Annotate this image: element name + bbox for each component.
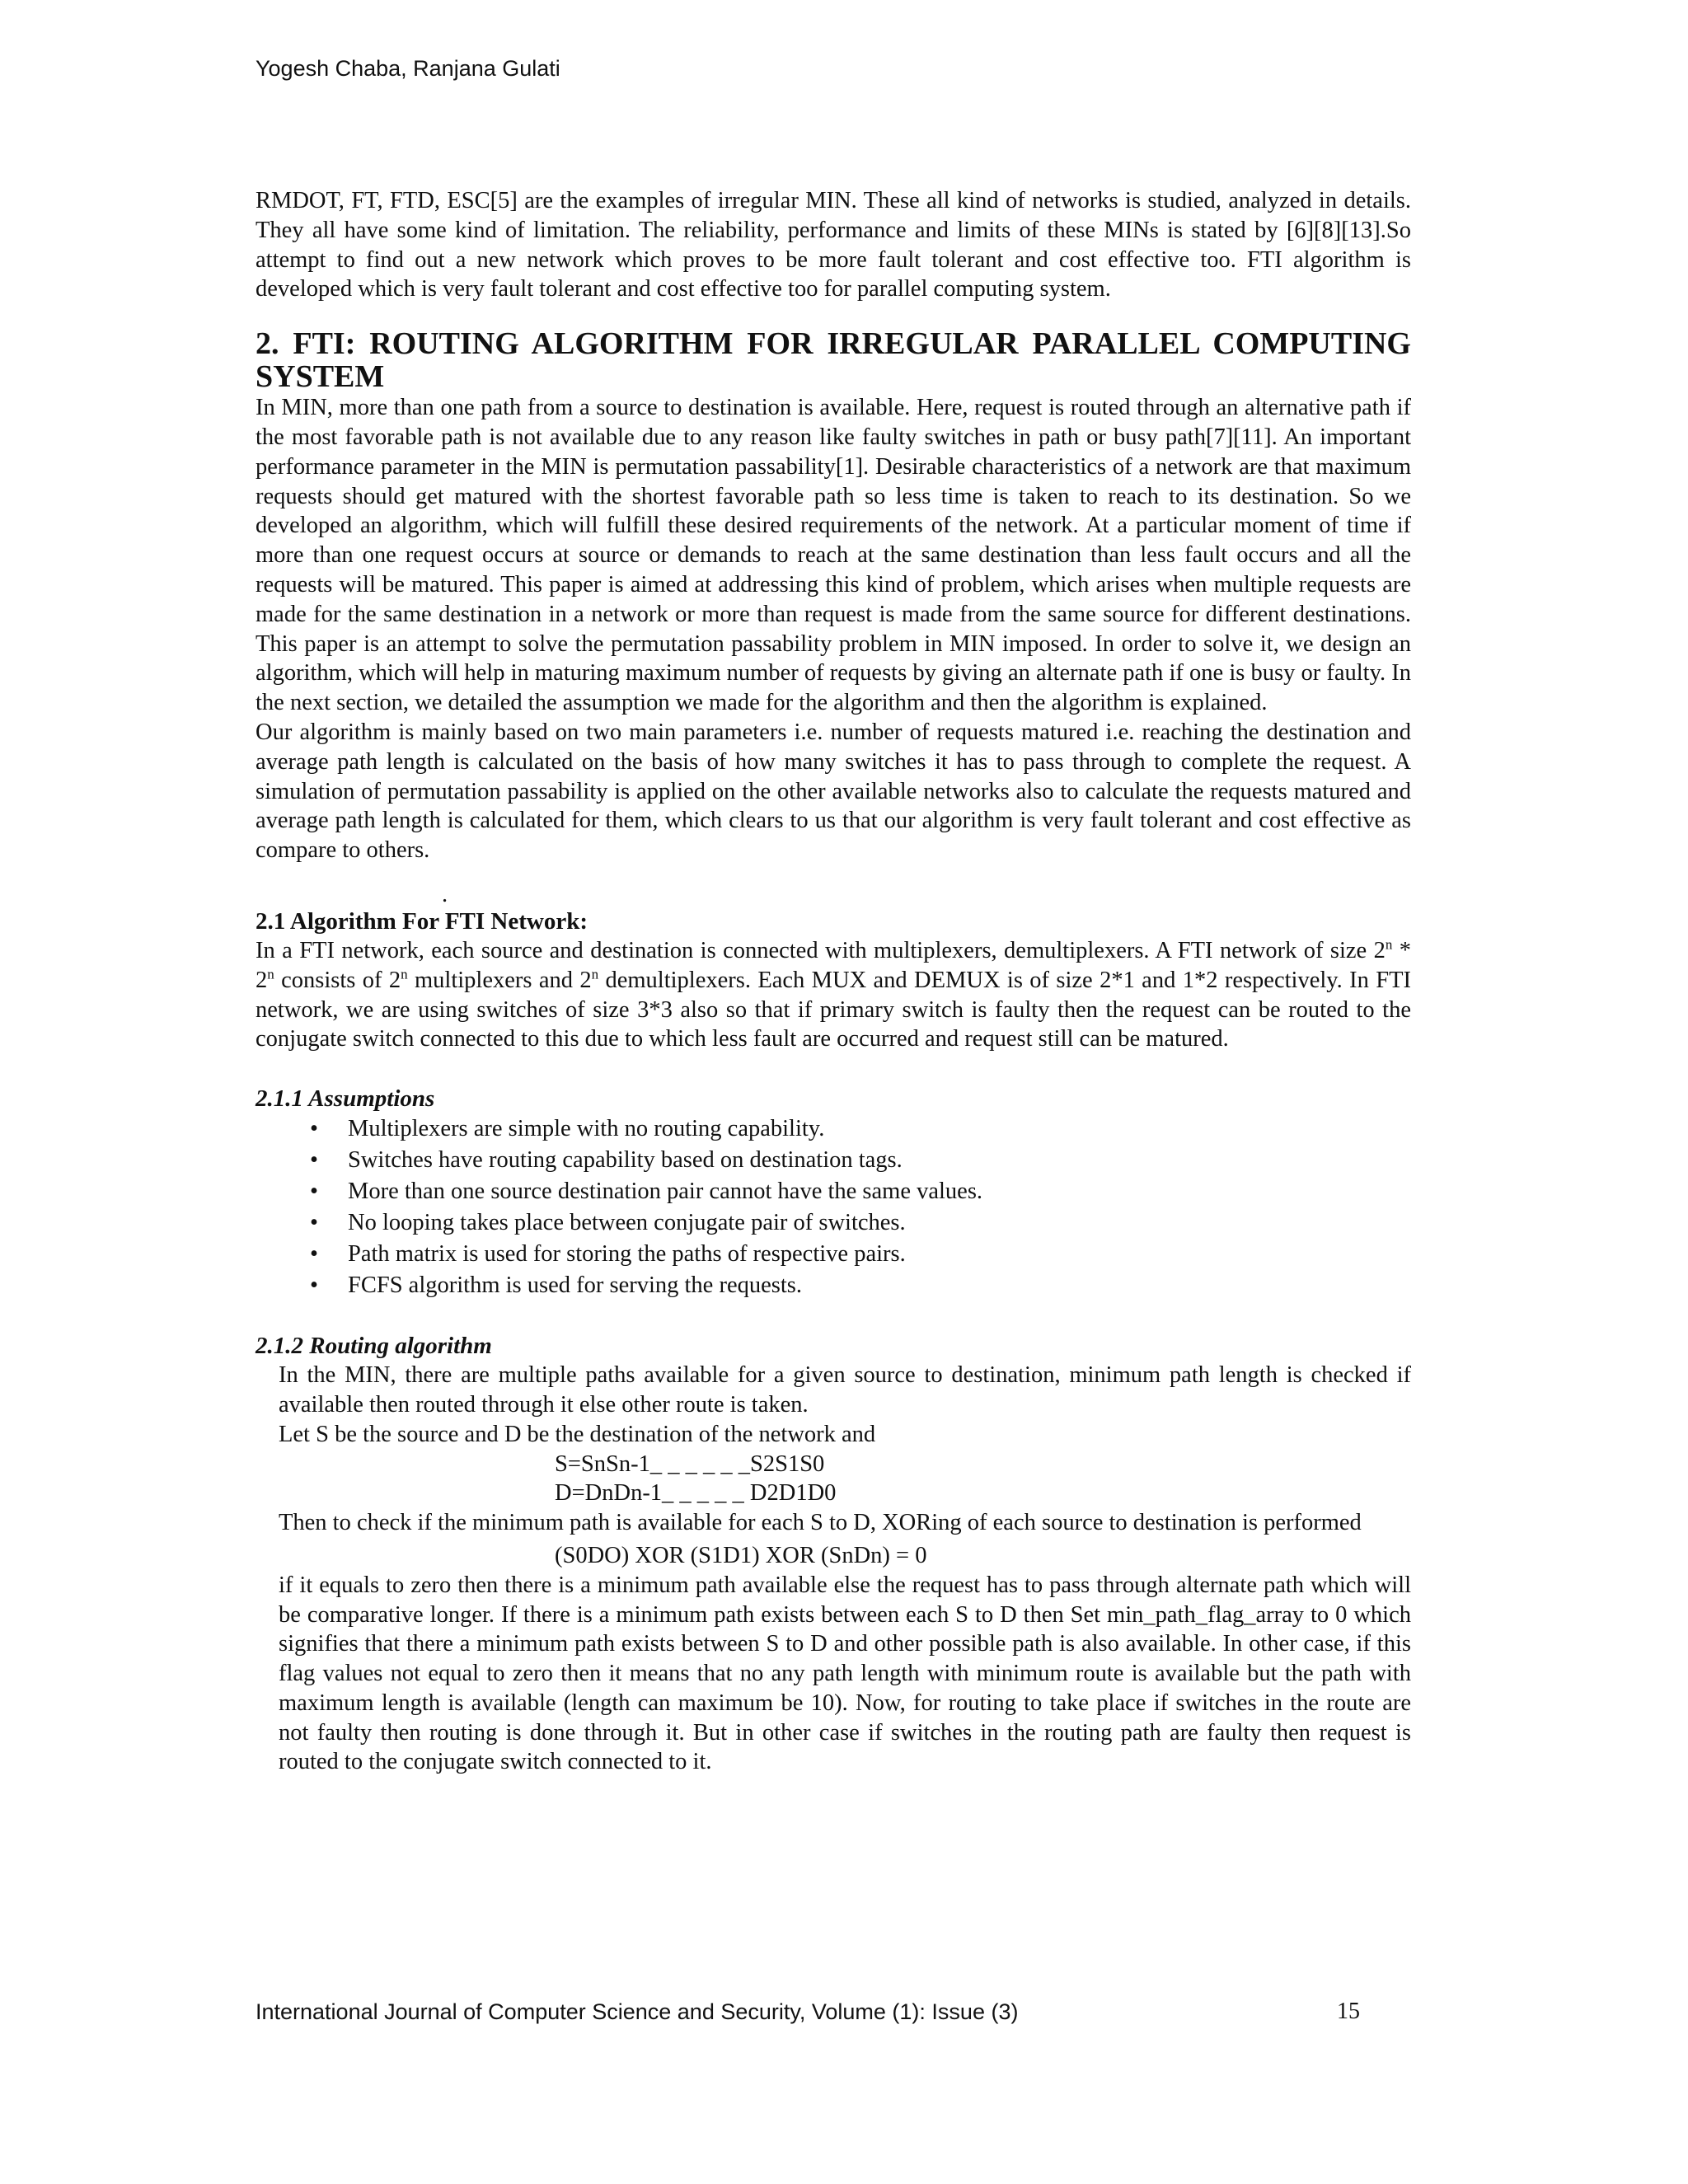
bullet-icon: • <box>310 1210 318 1236</box>
page-body <box>256 186 1411 1777</box>
list-item: • Path matrix is used for storing the paths of respective pairs. <box>256 1239 1411 1270</box>
list-item: • No looping takes place between conjugate pair of switches. <box>256 1207 1411 1239</box>
bullet-icon: • <box>310 1147 318 1174</box>
section-2-paragraph-2: Our algorithm is mainly based on two main parameters i.e. number of requests matured i.e. reaching the destination and average path length is calculated on the basis of how many switches it has to pass through to complete the request. A simulation of permutation passability is applied on the other available networks also to calculate the requests matured and average path length is calculated for them, which clears to us that our algorithm is very fault tolerant and cost effective as compare to others. <box>256 719 1411 864</box>
destination-formula: D=DnDn-1_ _ _ _ _ D2D1D0 <box>555 1480 837 1507</box>
xor-formula: (S0DO) XOR (S1D1) XOR (SnDn) = 0 <box>555 1542 927 1568</box>
page-number: 15 <box>1337 1999 1360 2024</box>
bullet-icon: • <box>310 1179 318 1205</box>
section-2-1-heading: 2.1 Algorithm For FTI Network: <box>256 907 588 935</box>
journal-citation: International Journal of Computer Science and Security, Volume (1): Issue (3) <box>256 1999 1019 2024</box>
list-item: • Switches have routing capability based on destination tags. <box>256 1145 1411 1176</box>
stray-dot: . <box>442 881 448 907</box>
page-footer <box>256 1998 1360 2026</box>
section-2-1-paragraph: In a FTI network, each source and destination is connected with multiplexers, demultiplexers. A FTI network of size 2$^n$ * 2$^n$ consists of 2$^n$ multiplexers and 2$^n$ demultiplexers. Each MUX and DEMUX is of size 2*1 and 1*2 respectively. In FTI network, we are using switches of size 3*3 also so that if primary switch is faulty then the request can be routed to the conjugate switch connected to this due to which less fault are occurred and request still can be matured. <box>256 936 1412 1052</box>
bullet-icon: • <box>310 1272 318 1299</box>
bullet-icon: • <box>310 1241 318 1268</box>
section-2-paragraph-1: In MIN, more than one path from a source to destination is available. Here, request is routed through an alternative path if the most favorable path is not available due to any reason like faulty switches in path or busy path[7][11]. An important performance parameter in the MIN is permutation passability[1]. Desirable characteristics of a network are that maximum requests should get matured with the shortest favorable path so less time is taken to reach to its destination. So we developed an algorithm, which will fulfill these desired requirements of the network. At a particular moment of time if more than one request occurs at source or demands to reach at the same destination than less fault occurs and all the requests will be matured. This paper is aimed at addressing this kind of problem, which arises when multiple requests are made for the same destination in a network or more than request is made from the same source for different destinations. This paper is an attempt to solve the permutation passability problem in MIN imposed. In order to solve it, we design an algorithm, which will help in maturing maximum number of requests by giving an alternate path if one is busy or faulty. In the next section, we detailed the assumption we made for the algorithm and then the algorithm is explained. <box>256 395 1411 716</box>
routing-paragraph-2: Let S be the source and D be the destination of the network and <box>279 1421 876 1447</box>
routing-paragraph-4: if it equals to zero then there is a minimum path available else the request has to pass through alternate path which will be comparative longer. If there is a minimum path exists between each S to D then Set min_path_flag_array to 0 which signifies that there a minimum path exists between S to D and other possible path is also available. In other case, if this flag values not equal to zero then it means that no any path length with minimum route is available but the path with maximum length is available (length can maximum be 10). Now, for routing to take place if switches in the route are not faulty then routing is done through it. But in other case if switches in the routing path are faulty then request is routed to the conjugate switch connected to it. <box>279 1572 1411 1775</box>
list-item: • FCFS algorithm is used for serving the requests. <box>256 1270 1411 1301</box>
routing-paragraph-1: In the MIN, there are multiple paths available for a given source to destination, minimum path length is checked if available then routed through it else other route is taken. <box>279 1362 1411 1418</box>
assumptions-list <box>256 1113 1411 1301</box>
section-2-1-1-heading: 2.1.1 Assumptions <box>256 1085 435 1113</box>
section-2-1-2-heading: 2.1.2 Routing algorithm <box>256 1333 492 1360</box>
routing-paragraph-3: Then to check if the minimum path is available for each S to D, XORing of each source to destination is performed <box>279 1510 1362 1536</box>
intro-paragraph: RMDOT, FT, FTD, ESC[5] are the examples of irregular MIN. These all kind of networks is studied, analyzed in details. They all have some kind of limitation. The reliability, performance and limits of these MINs is stated by [6][8][13].So attempt to find out a new network which proves to be more fault tolerant and cost effective too. FTI algorithm is developed which is very fault tolerant and cost effective too for parallel computing system. <box>256 188 1411 302</box>
list-item: • More than one source destination pair cannot have the same values. <box>256 1176 1411 1207</box>
source-formula: S=SnSn-1_ _ _ _ _ _S2S1S0 <box>555 1451 825 1477</box>
list-item: • Multiplexers are simple with no routing capability. <box>256 1113 1411 1145</box>
bullet-icon: • <box>310 1116 318 1142</box>
running-header: Yogesh Chaba, Ranjana Gulati <box>256 56 560 81</box>
routing-algorithm-body <box>256 1361 1411 1777</box>
section-2-heading: 2. FTI: ROUTING ALGORITHM FOR IRREGULAR PARALLEL COMPUTING SYSTEM <box>256 326 1411 395</box>
